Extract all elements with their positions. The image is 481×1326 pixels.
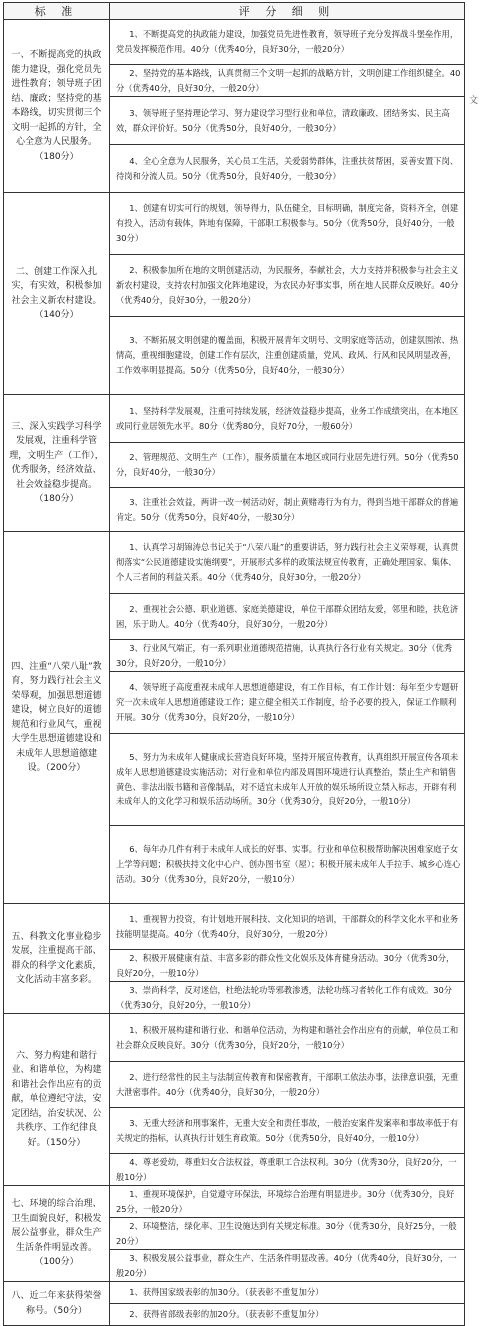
criteria-item: 3、积极发展公益事业，群众生产、生活条件明显改善。40分（优秀40分，良好30分，一般20分） [110, 1250, 465, 1282]
criteria-item: 2、进行经常性的民主与法制宣传教育和保密教育，干部职工依法办事，法律意识强，无重大泄密事件。40分（优秀40分，良好30分，一般20分） [110, 1062, 465, 1108]
criteria-item: 4、尊老爱幼，尊重妇女合法权益，尊重职工合法权利。30分（优秀30分，良好20分，一般10分） [110, 1154, 465, 1186]
table-row [4, 20, 465, 65]
criteria-item: 1、认真学习胡锦涛总书记关于“八荣八耻”的重要讲话，努力践行社会主义荣辱观，认真贯彻落实“公民道德建设实施纲要”，开展形式多样的政策法规宣传教育，正确处理国家、集体、个人三者间的利益关系。40分（优秀40分，良好30分，一般20分） [110, 532, 465, 594]
criteria-item: 3、领导班子坚持理论学习、努力建设学习型行业和单位，清政廉政、团结务实、民主高效，群众评价好。50分（优秀50分，良好40分，一般30分） [110, 97, 465, 145]
section-title: 六、努力构建和谐行业、和谐单位，为构建和谐社会作出应有的贡献，单位遵纪守法，安定团结，治安状况、公共秩序、工作纪律良好。（150分） [4, 1014, 110, 1186]
criteria-item: 1、不断提高党的执政能力建设，加强党员先进性教育，领导班子充分发挥战斗堡垒作用，党员发挥模范作用。40分（优秀40分，良好30分，一般20分） [110, 20, 465, 65]
criteria-item: 2、管理规范、文明生产（工作），服务质量在本地区或同行业居先进行列。50分（优秀50分，良好40分，一般30分） [110, 443, 465, 488]
criteria-item: 4、全心全意为人民服务，关心员工生活，关爱弱势群体，注重扶贫帮困，妥善安置下岗、待岗和分流人员。50分（优秀50分，良好40分，一般30分） [110, 145, 465, 193]
criteria-item: 1、创建有切实可行的规划，领导得力，队伍健全，目标明确，制度完备，资料齐全，创建有投入，活动有载体，阵地有保障，干部职工积极参与。50分（优秀50分，良好40分，一般30分） [110, 193, 465, 255]
table-row [4, 193, 465, 255]
criteria-item: 1、积极开展构建和谐行业、和谐单位活动，为构建和谐社会作出应有的贡献，单位员工和社会群众反映良好。30分（优秀30分，良好20分，一般10分） [110, 1014, 465, 1062]
header-row [4, 3, 465, 20]
criteria-item: 2、环境整洁，绿化率、卫生设施达到有关规定标准。30分（优秀30分，良好25分，一般20分） [110, 1218, 465, 1250]
criteria-item: 3、崇尚科学，反对迷信，杜绝法轮功等邪教渗透，法轮功练习者转化工作有成效。30分（优秀30分，良好20分，一般10分） [110, 982, 465, 1014]
section-title: 五、科教文化事业稳步发展，注重提高干部、群众的科学文化素质，文化活动丰富多彩。 [4, 904, 110, 1014]
criteria-item: 6、每年办几件有利于未成年人成长的好事、实事。行业和单位积极帮助解决困难家庭子女上学等问题；积极扶持文化中心户、创办图书室（屋）；积极开展未成年人手拉手、城乡心连心活动。30分（优秀30分，良好20分，一般10分） [110, 826, 465, 904]
table-row [4, 1282, 465, 1304]
section-title: 一、不断提高党的执政能力建设，强化党员先进性教育；领导班子团结、廉政；坚持党的基本路线，切实贯彻三个文明一起抓的方针，全心全意为人民服务。（180分） [4, 20, 110, 193]
table-row [4, 1014, 465, 1062]
criteria-item: 2、获得省部级表彰的加20分。（获表彰不重复加分） [110, 1304, 465, 1326]
criteria-item: 3、无重大经济和刑事案件，无重大安全和责任事故，一般治安案件发案率和事故率低于有关规定的指标，认真执行计划生育政策。50分（优秀50分，良好40分，一般10分） [110, 1108, 465, 1154]
section-title: 三、深入实践学习科学发展观，注重科学管理，文明生产（工作），优秀服务，经济效益、社会效益稳步提高。（180分） [4, 395, 110, 532]
table-row [4, 395, 465, 443]
criteria-item: 1、重视智力投资，有计划地开展科技、文化知识的培训，干部群众的科学文化水平和业务技能明显提高。40分（优秀40分，良好30分，一般20分） [110, 904, 465, 950]
edge-text: 文 [469, 96, 479, 106]
section-title: 四、注重“八荣八耻”教育，努力践行社会主义荣辱观，加强思想道德建设，树立良好的道德规范和行业风气，重视大学生思想道德建设和未成年人思想道德建设。（200分） [4, 532, 110, 904]
header-detail: 评 分 细 则 [110, 3, 465, 20]
criteria-item: 3、行业风气端正，有一系列职业道德规范措施，认真执行各行业有关规定。30分（优秀30分，良好20分，一般10分） [110, 640, 465, 672]
criteria-item: 1、重视环境保护，自觉遵守环保法，环境综合治理有明显进步。30分（优秀30分，良好25分，一般20分） [110, 1186, 465, 1218]
criteria-item: 5、努力为未成年人健康成长营造良好环境，坚持开展宣传教育，认真组织开展宣传各项未成年人思想道德建设实施活动；对行业和单位内部及周围环境进行认真整治，禁止生产和销售黄色、非法出版书籍和音像制品，对不适宜未成年人开放的娱乐场所设立禁入标志，开辟有利未成年人的文化学习和娱乐活动场所。30分（优秀30分，良好20分，一般10分） [110, 734, 465, 826]
table-row [4, 532, 465, 594]
table-row [4, 904, 465, 950]
criteria-item: 3、不断拓展文明创建的覆盖面，积极开展青年文明号、文明家庭等活动，创建氛围浓、热情高，重视细胞建设，创建工作有层次，注重创建质量，党风、政风、行风和民风明显改善，工作效率明显提高。50分（优秀50分，良好40分，一般30分） [110, 317, 465, 395]
criteria-item: 1、坚持科学发展观，注重可持续发展，经济效益稳步提高，业务工作成绩突出，在本地区或同行业居领先水平。80分（优秀80分，良好70分，一般60分） [110, 395, 465, 443]
table-row [4, 1186, 465, 1218]
criteria-item: 2、积极开展健康有益、丰富多彩的群众性文化娱乐及体育健身活动。30分（优秀30分，良好20分，一般10分） [110, 950, 465, 982]
criteria-item: 3、注重社会效益，两讲一改一树活动好，制止黄赌毒行为有力，得到当地干部群众的普遍肯定。50分（优秀50分，良好40分，一般30分） [110, 488, 465, 532]
criteria-item: 2、坚持党的基本路线，认真贯彻三个文明一起抓的战略方针，文明创建工作组织健全。40分（优秀40分，良好30分，一般20分） [110, 65, 465, 97]
section-title: 八、近二年来获得荣誉称号。（50分） [4, 1282, 110, 1326]
scoring-table [3, 2, 465, 1326]
section-title: 七、环境的综合治理、卫生面貌良好，积极发展公益事业，群众生产生活条件明显改善。（100分） [4, 1186, 110, 1282]
criteria-item: 4、领导班子高度重视未成年人思想道德建设，有工作目标，有工作计划：每年至少专题研究一次未成年人思想道德建设工作；建立健全相关工作制度，给予必要的投入，保证工作顺利开展。30分（优秀30分，良好20分，一般10分） [110, 672, 465, 734]
criteria-item: 2、积极参加所在地的文明创建活动，为民服务，奉献社会，大力支持并积极参与社会主义新农村建设，支持农村加强文化阵地建设，为农民办好事实事，所在地人民群众反映好。40分（优秀40分，良好30分，一般20分） [110, 255, 465, 317]
header-standard: 标 准 [4, 3, 110, 20]
criteria-item: 2、重视社会公德、职业道德、家庭美德建设，单位干部群众团结友爱，邻里和睦，扶危济困，乐于助人。40分（优秀40分，良好30分，一般20分） [110, 594, 465, 640]
section-title: 二、创建工作深入扎实，有实效，积极参加社会主义新农村建设。（140分） [4, 193, 110, 395]
criteria-item: 1、获得国家级表彰的加30分。（获表彰不重复加分） [110, 1282, 465, 1304]
